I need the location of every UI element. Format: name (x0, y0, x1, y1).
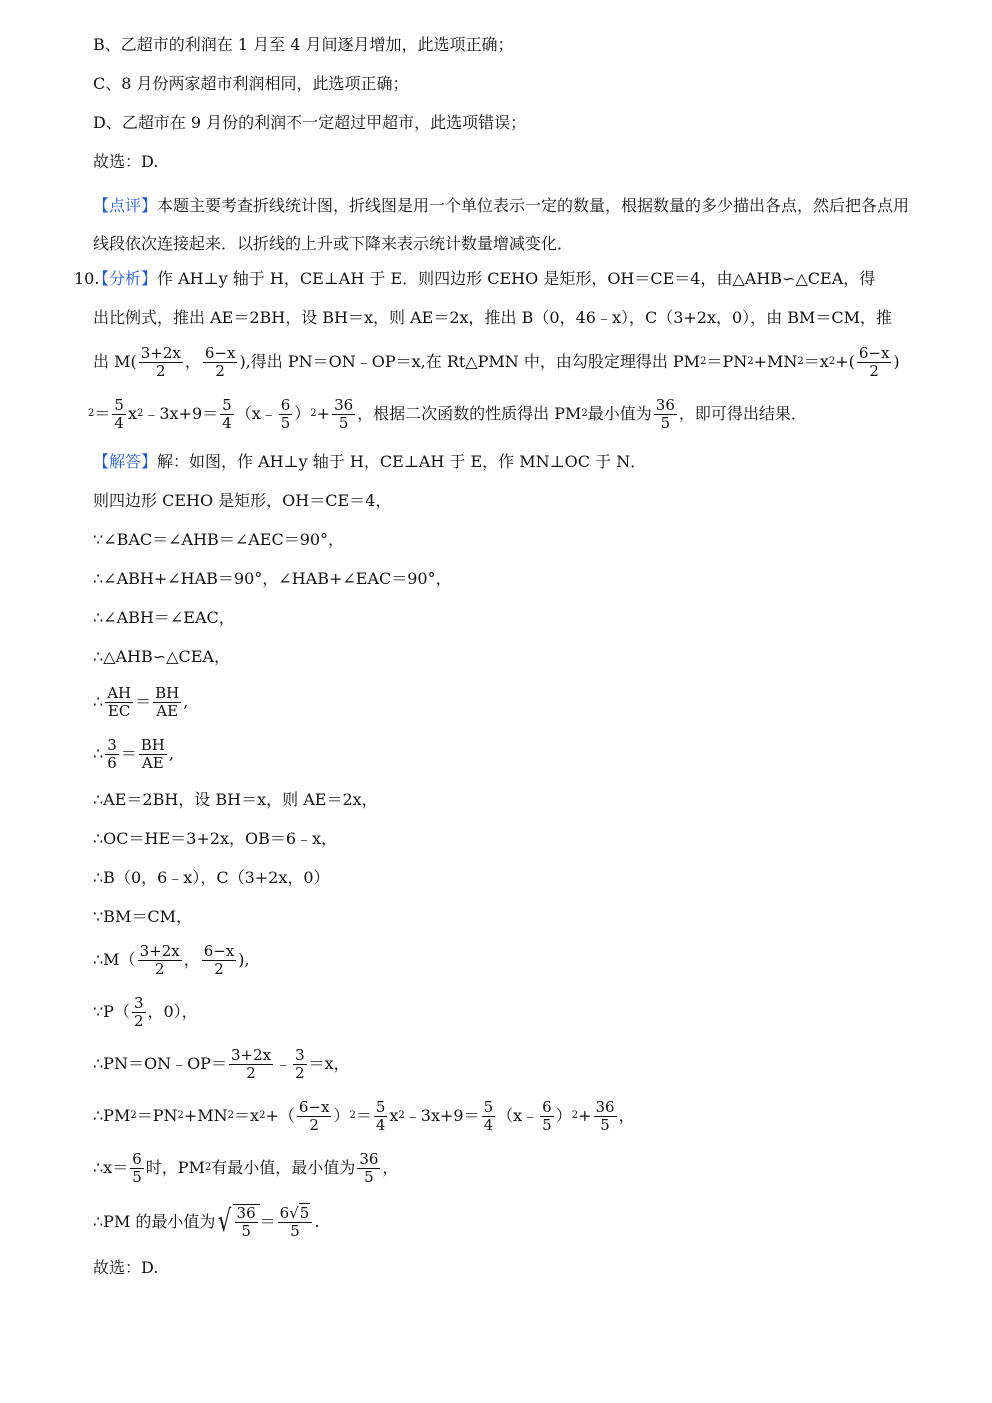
text: ， (382, 1158, 399, 1177)
option-c-line: C、8 月份两家超市利润相同，此选项正确； (93, 74, 409, 93)
square-root (215, 1204, 259, 1240)
solution-line-8 (93, 732, 912, 776)
numerator: AH (107, 683, 132, 702)
denominator: 4 (483, 1115, 494, 1134)
denominator: 5 (542, 1115, 552, 1134)
question-number: 10. (74, 269, 100, 288)
text: 解：如图，作 AH⊥y 轴于 H，CE⊥AH 于 E，作 MN⊥OC 于 N． (157, 452, 647, 471)
numerator: 5 (375, 1097, 386, 1116)
text: ） (555, 1106, 572, 1125)
fraction (229, 1047, 273, 1082)
text: ， (184, 352, 201, 371)
text: ，0）， (147, 1002, 198, 1021)
denominator: EC (107, 701, 131, 720)
fraction (332, 397, 355, 432)
text: ∴PM 的最小值为 (93, 1212, 216, 1231)
denominator: 5 (241, 1222, 251, 1240)
fraction (203, 345, 238, 380)
fraction (220, 397, 234, 432)
fraction (654, 397, 677, 432)
numerator: 3 (107, 735, 117, 754)
text: ＝x (803, 352, 829, 371)
text: 有最小值，最小值为 (211, 1158, 356, 1177)
review-paragraph (93, 187, 912, 263)
text: ∴ (93, 692, 104, 711)
solution-line-12: ∵BM＝CM， (93, 907, 192, 926)
text: ∴ (93, 744, 104, 763)
fraction (130, 1151, 144, 1186)
solution-line-18 (93, 1198, 912, 1246)
numerator: 3 (295, 1045, 305, 1064)
text: +MN (753, 352, 798, 371)
solution-line-15 (93, 1042, 912, 1086)
text: 最小值为 (587, 404, 652, 423)
review-tag: 【点评】 (93, 196, 158, 215)
denominator: 2 (214, 959, 224, 978)
fraction (138, 943, 182, 978)
solution-line-2: 则四边形 CEHO 是矩形，OH＝CE＝4， (93, 491, 392, 510)
radical-sign: √ (218, 1204, 232, 1239)
numerator: 5 (114, 395, 124, 414)
analysis-text: 作 AH⊥y 轴于 H，CE⊥AH 于 E．则四边形 CEHO 是矩形，OH＝CE＝4，由△AHB∽△CEA，得 (157, 269, 876, 288)
numerator: 6 (132, 1149, 142, 1168)
denominator: 4 (114, 413, 124, 432)
denominator: 5 (280, 413, 291, 432)
fraction (297, 1099, 332, 1134)
text: ＝x (234, 1106, 260, 1125)
text: ， (183, 950, 200, 969)
fraction (202, 943, 237, 978)
text: ） (333, 1106, 350, 1125)
denominator: 4 (222, 413, 232, 432)
solution-line-1 (93, 451, 912, 473)
answer-line: 故选：D. (93, 152, 159, 171)
text: ，即可得出结果． (678, 404, 807, 423)
solution-line-17: ∴x＝ $\frac{6}{5}$ 时，PM 2 有最小值，最小值为 $\frac{36}{5}$ ， (93, 1149, 399, 1186)
text: x (127, 404, 137, 423)
text: +MN (183, 1106, 228, 1125)
solution-line-3: ∵∠BAC＝∠AHB＝∠AEC＝90°， (93, 530, 345, 549)
denominator: 5 (338, 413, 349, 432)
text: ) (893, 352, 900, 371)
text: ＝ (135, 692, 152, 711)
denominator: 2 (246, 1063, 256, 1082)
solution-line-13 (93, 938, 912, 982)
fraction (105, 737, 119, 772)
numerator: 36 (359, 1149, 379, 1168)
numerator: BH (140, 735, 165, 754)
numerator: 6−x (858, 343, 890, 362)
text: ∴PM (93, 1106, 131, 1125)
text: ＝ (355, 1106, 372, 1125)
solution-line-9: ∴AE＝2BH，设 BH＝x，则 AE＝2x， (93, 790, 378, 809)
numerator: 3+2x (230, 1045, 272, 1064)
text: , (168, 744, 174, 763)
solution-line-7 (93, 680, 912, 724)
numerator: 6 (280, 395, 291, 414)
solution-line-6: ∴△AHB∽△CEA， (93, 647, 230, 666)
solution-line-11: ∴B（0，6﹣x），C（3+2x，0） (93, 868, 330, 887)
fraction (112, 397, 126, 432)
denominator: 5 (290, 1221, 300, 1240)
fraction (278, 1205, 313, 1240)
text: ∴M（ (93, 950, 136, 969)
text: , (183, 692, 189, 711)
fraction (139, 737, 167, 772)
q10-analysis-line-3: 出 M( $\frac{3+2x}{2}$ ， $\frac{6-x}{2}$ ),得出 PN＝ON﹣OP＝x,在 Rt△PMN 中，由勾股定理得出 PM 2 ＝PN 2 +MN 2 ＝x 2 +( $\frac{6-x}{2}$ ) (93, 343, 900, 380)
numerator: 3+2x (139, 941, 180, 960)
text: + (316, 404, 331, 423)
text: （x﹣ (497, 1106, 539, 1125)
denominator: 2 (154, 959, 165, 978)
text: ＝ (94, 404, 111, 423)
denominator: 6 (107, 753, 117, 772)
radicand (233, 1204, 260, 1240)
solution-line-10: ∴OC＝HE＝3+2x，OB＝6﹣x， (93, 829, 338, 848)
numerator: 6−x (204, 343, 236, 362)
denominator: 5 (132, 1167, 142, 1186)
text: ∴x＝ (93, 1158, 129, 1177)
fraction (857, 345, 892, 380)
text: ﹣3x+9＝ (404, 1106, 480, 1125)
option-d-line: D、乙超市在 9 月份的利润不一定超过甲超市，此选项错误； (93, 113, 527, 132)
q10-analysis-line-2: 出比例式，推出 AE＝2BH，设 BH＝x，则 AE＝2x，推出 B（0，46﹣x），C（3+2x，0），由 BM＝CM，推 (93, 308, 893, 327)
numerator: 6 (542, 1097, 552, 1116)
fraction (540, 1099, 554, 1134)
numerator: 36 (595, 1097, 615, 1116)
fraction (105, 685, 133, 720)
fraction (279, 397, 293, 432)
denominator: 5 (600, 1115, 610, 1134)
numerator: 5 (222, 395, 232, 414)
fraction (235, 1205, 258, 1240)
text: ∵P（ (93, 1002, 130, 1021)
denominator: 2 (133, 1011, 144, 1030)
denominator: 2 (869, 361, 879, 380)
text: ＝PN (706, 352, 748, 371)
text: 出 M( (93, 352, 137, 371)
numerator: 3 (133, 993, 144, 1012)
radicand: 5 (299, 1203, 310, 1222)
numerator: BH (155, 683, 180, 702)
text: + (578, 1106, 592, 1125)
text: ， (618, 1106, 635, 1125)
solution-tag: 【解答】 (93, 452, 158, 471)
fraction (139, 345, 183, 380)
fraction (293, 1047, 307, 1082)
fraction (357, 1151, 380, 1186)
analysis-tag: 【分析】 (93, 269, 158, 288)
text: ） (294, 404, 311, 423)
numerator: 36 (236, 1204, 256, 1222)
text: ),得出 PN＝ON﹣OP＝x,在 Rt△PMN 中，由勾股定理得出 PM (239, 352, 701, 371)
text: 时，PM (145, 1158, 205, 1177)
text: +（ (265, 1106, 295, 1125)
text: ﹣3x+9＝ (143, 404, 219, 423)
fraction (482, 1099, 496, 1134)
text: （x﹣ (235, 404, 277, 423)
text: ＝ (120, 744, 137, 763)
text: ∴PN＝ON﹣OP＝ (93, 1054, 227, 1073)
solution-line-4: ∴∠ABH+∠HAB＝90°，∠HAB+∠EAC＝90°， (93, 569, 452, 588)
text: . (314, 1212, 320, 1231)
text: ), (238, 950, 250, 969)
text: ，根据二次函数的性质得出 PM (357, 404, 582, 423)
fraction (374, 1099, 388, 1134)
denominator: 4 (375, 1115, 386, 1134)
text: x (389, 1106, 399, 1125)
text: ＝PN (136, 1106, 178, 1125)
review-text: 本题主要考查折线统计图，折线图是用一个单位表示一定的数量，根据数量的多少描出各点，然后把各点用线段依次连接起来．以折线的上升或下降来表示统计数量增减变化． (93, 196, 910, 253)
numerator: 36 (655, 395, 675, 414)
numerator: 36 (334, 395, 354, 414)
fraction (594, 1099, 617, 1134)
text: ＝ (259, 1212, 276, 1231)
q10-analysis-line-1 (74, 268, 912, 290)
numerator: 6−x (298, 1097, 330, 1116)
denominator: AE (141, 753, 164, 772)
solution-line-16: ∴PM 2 ＝PN 2 +MN 2 ＝x 2 +（ $\frac{6-x}{2}$ ） 2 ＝ $\frac{5}{4}$ x 2 ﹣3x+9＝ $\frac{5}{4}$ （x﹣ $\frac{6}{5}$ ） 2 + $\frac{36}{5}$ ， (93, 1097, 635, 1134)
q10-analysis-line-4: 2 ＝ $\frac{5}{4}$ x 2 ﹣3x+9＝ $\frac{5}{4}$ （x﹣ $\frac{6}{5}$ ） 2 + $\frac{36}{5}$ ，根据二次函数的性质得出 PM 2 最小值为 $\frac{36}{5}$ ，即可得出结果． (88, 395, 807, 432)
denominator: 5 (364, 1167, 374, 1186)
option-b-line: B、乙超市的利润在 1 月至 4 月间逐月增加，此选项正确； (93, 35, 514, 54)
text: ﹣ (275, 1054, 292, 1073)
solution-line-14 (93, 990, 912, 1034)
denominator: AE (156, 701, 179, 720)
numerator: 3+2x (140, 343, 181, 362)
fraction (153, 685, 181, 720)
numerator: 5 (483, 1097, 494, 1116)
fraction (132, 995, 146, 1030)
text: +( (835, 352, 855, 371)
solution-line-5: ∴∠ABH＝∠EAC， (93, 608, 235, 627)
denominator: 2 (156, 361, 166, 380)
denominator: 5 (660, 413, 671, 432)
denominator: 2 (309, 1115, 319, 1134)
coefficient: 6 (279, 1203, 290, 1222)
numerator: 6−x (203, 941, 235, 960)
denominator: 2 (295, 1063, 305, 1082)
denominator: 2 (215, 361, 225, 380)
final-answer-line: 故选：D. (93, 1258, 159, 1277)
numerator: 6√5 (278, 1205, 313, 1223)
text: ＝x， (308, 1054, 350, 1073)
